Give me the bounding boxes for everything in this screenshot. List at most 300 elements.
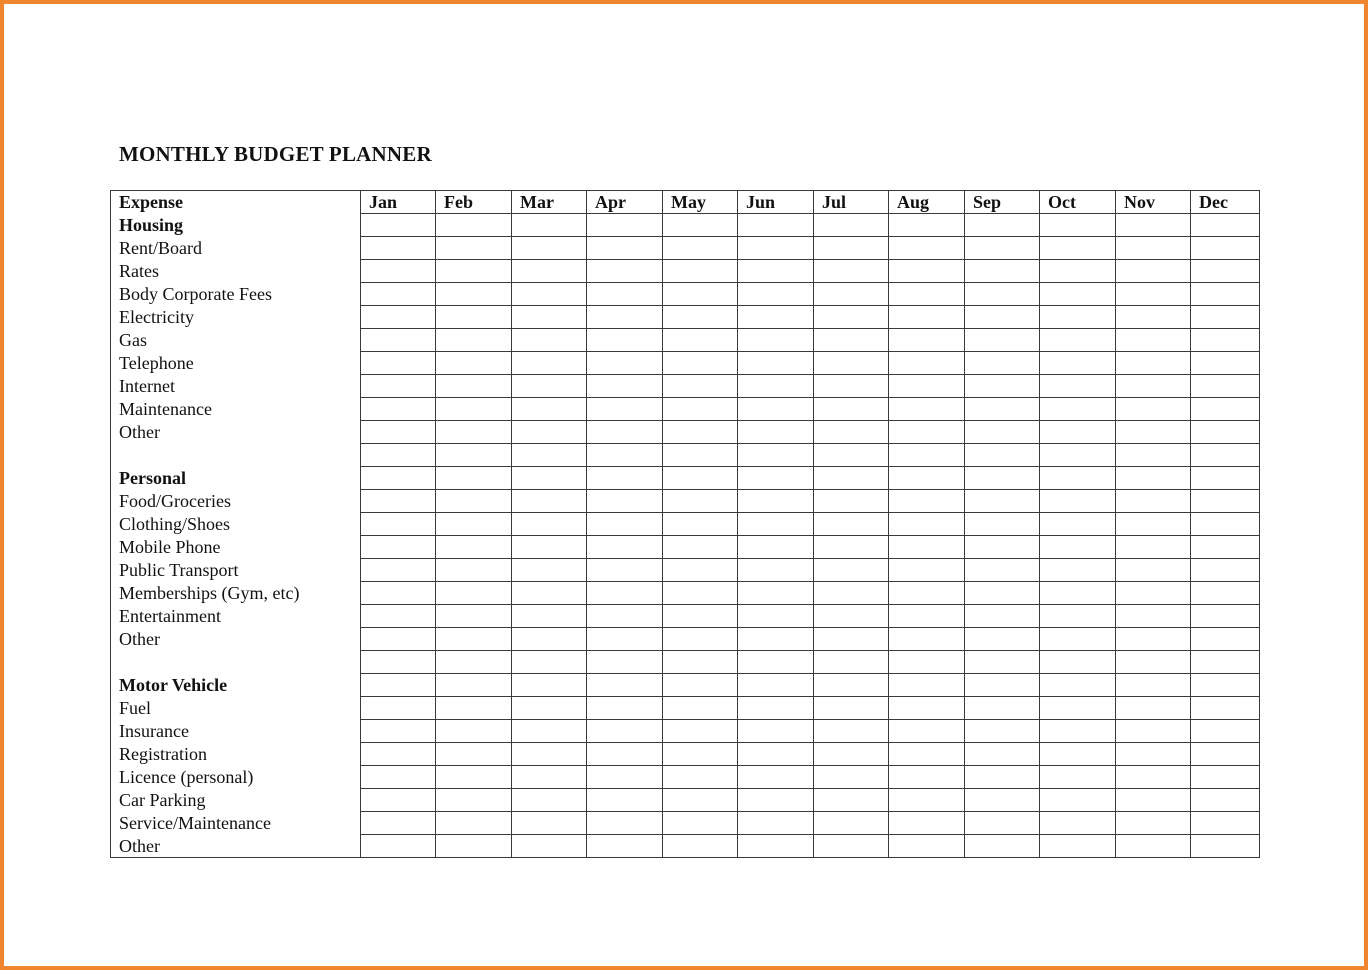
amount-cell[interactable] bbox=[1191, 536, 1260, 559]
amount-cell[interactable] bbox=[436, 789, 512, 812]
amount-cell[interactable] bbox=[965, 421, 1040, 444]
amount-cell[interactable] bbox=[436, 283, 512, 306]
amount-cell[interactable] bbox=[436, 306, 512, 329]
amount-cell[interactable] bbox=[965, 628, 1040, 651]
amount-cell[interactable] bbox=[361, 283, 436, 306]
amount-cell[interactable] bbox=[1040, 444, 1116, 467]
amount-cell[interactable] bbox=[1116, 605, 1191, 628]
amount-cell[interactable] bbox=[1040, 283, 1116, 306]
amount-cell[interactable] bbox=[814, 766, 889, 789]
amount-cell[interactable] bbox=[1040, 651, 1116, 674]
amount-cell[interactable] bbox=[1191, 582, 1260, 605]
amount-cell[interactable] bbox=[436, 628, 512, 651]
amount-cell[interactable] bbox=[889, 651, 965, 674]
amount-cell[interactable] bbox=[1116, 812, 1191, 835]
amount-cell[interactable] bbox=[361, 766, 436, 789]
amount-cell[interactable] bbox=[738, 375, 814, 398]
amount-cell[interactable] bbox=[587, 352, 663, 375]
amount-cell[interactable] bbox=[965, 812, 1040, 835]
amount-cell[interactable] bbox=[814, 720, 889, 743]
amount-cell[interactable] bbox=[1191, 214, 1260, 237]
amount-cell[interactable] bbox=[965, 743, 1040, 766]
amount-cell[interactable] bbox=[361, 260, 436, 283]
amount-cell[interactable] bbox=[965, 398, 1040, 421]
amount-cell[interactable] bbox=[1191, 490, 1260, 513]
amount-cell[interactable] bbox=[889, 467, 965, 490]
amount-cell[interactable] bbox=[1191, 628, 1260, 651]
amount-cell[interactable] bbox=[738, 789, 814, 812]
amount-cell[interactable] bbox=[512, 214, 587, 237]
amount-cell[interactable] bbox=[361, 398, 436, 421]
amount-cell[interactable] bbox=[587, 306, 663, 329]
amount-cell[interactable] bbox=[814, 674, 889, 697]
amount-cell[interactable] bbox=[512, 513, 587, 536]
amount-cell[interactable] bbox=[1040, 697, 1116, 720]
amount-cell[interactable] bbox=[663, 720, 738, 743]
amount-cell[interactable] bbox=[436, 582, 512, 605]
amount-cell[interactable] bbox=[965, 605, 1040, 628]
amount-cell[interactable] bbox=[814, 490, 889, 513]
amount-cell[interactable] bbox=[965, 283, 1040, 306]
amount-cell[interactable] bbox=[1040, 743, 1116, 766]
amount-cell[interactable] bbox=[965, 444, 1040, 467]
amount-cell[interactable] bbox=[965, 536, 1040, 559]
amount-cell[interactable] bbox=[738, 513, 814, 536]
amount-cell[interactable] bbox=[587, 628, 663, 651]
amount-cell[interactable] bbox=[436, 444, 512, 467]
amount-cell[interactable] bbox=[361, 605, 436, 628]
amount-cell[interactable] bbox=[965, 720, 1040, 743]
amount-cell[interactable] bbox=[814, 605, 889, 628]
amount-cell[interactable] bbox=[889, 490, 965, 513]
amount-cell[interactable] bbox=[587, 536, 663, 559]
amount-cell[interactable] bbox=[1116, 260, 1191, 283]
amount-cell[interactable] bbox=[738, 651, 814, 674]
amount-cell[interactable] bbox=[512, 283, 587, 306]
amount-cell[interactable] bbox=[512, 329, 587, 352]
amount-cell[interactable] bbox=[889, 789, 965, 812]
amount-cell[interactable] bbox=[1191, 421, 1260, 444]
amount-cell[interactable] bbox=[1116, 789, 1191, 812]
amount-cell[interactable] bbox=[361, 559, 436, 582]
amount-cell[interactable] bbox=[1040, 467, 1116, 490]
amount-cell[interactable] bbox=[587, 421, 663, 444]
amount-cell[interactable] bbox=[587, 237, 663, 260]
amount-cell[interactable] bbox=[512, 766, 587, 789]
amount-cell[interactable] bbox=[889, 697, 965, 720]
amount-cell[interactable] bbox=[663, 674, 738, 697]
amount-cell[interactable] bbox=[889, 582, 965, 605]
amount-cell[interactable] bbox=[1116, 283, 1191, 306]
amount-cell[interactable] bbox=[512, 812, 587, 835]
amount-cell[interactable] bbox=[663, 283, 738, 306]
amount-cell[interactable] bbox=[738, 697, 814, 720]
amount-cell[interactable] bbox=[663, 352, 738, 375]
amount-cell[interactable] bbox=[663, 398, 738, 421]
amount-cell[interactable] bbox=[436, 720, 512, 743]
amount-cell[interactable] bbox=[361, 329, 436, 352]
amount-cell[interactable] bbox=[814, 398, 889, 421]
amount-cell[interactable] bbox=[738, 283, 814, 306]
amount-cell[interactable] bbox=[965, 260, 1040, 283]
amount-cell[interactable] bbox=[889, 306, 965, 329]
amount-cell[interactable] bbox=[1116, 766, 1191, 789]
amount-cell[interactable] bbox=[889, 214, 965, 237]
amount-cell[interactable] bbox=[436, 260, 512, 283]
amount-cell[interactable] bbox=[1191, 720, 1260, 743]
amount-cell[interactable] bbox=[512, 789, 587, 812]
amount-cell[interactable] bbox=[587, 697, 663, 720]
amount-cell[interactable] bbox=[1116, 835, 1191, 858]
amount-cell[interactable] bbox=[1116, 720, 1191, 743]
amount-cell[interactable] bbox=[1116, 513, 1191, 536]
amount-cell[interactable] bbox=[436, 743, 512, 766]
amount-cell[interactable] bbox=[1116, 398, 1191, 421]
amount-cell[interactable] bbox=[663, 605, 738, 628]
amount-cell[interactable] bbox=[889, 720, 965, 743]
amount-cell[interactable] bbox=[587, 743, 663, 766]
amount-cell[interactable] bbox=[512, 674, 587, 697]
amount-cell[interactable] bbox=[1116, 306, 1191, 329]
amount-cell[interactable] bbox=[1040, 789, 1116, 812]
amount-cell[interactable] bbox=[1116, 237, 1191, 260]
amount-cell[interactable] bbox=[1116, 421, 1191, 444]
amount-cell[interactable] bbox=[361, 467, 436, 490]
amount-cell[interactable] bbox=[814, 812, 889, 835]
amount-cell[interactable] bbox=[1040, 398, 1116, 421]
amount-cell[interactable] bbox=[1116, 214, 1191, 237]
amount-cell[interactable] bbox=[1191, 375, 1260, 398]
amount-cell[interactable] bbox=[663, 306, 738, 329]
amount-cell[interactable] bbox=[512, 605, 587, 628]
amount-cell[interactable] bbox=[1040, 375, 1116, 398]
amount-cell[interactable] bbox=[1191, 467, 1260, 490]
amount-cell[interactable] bbox=[512, 720, 587, 743]
amount-cell[interactable] bbox=[587, 789, 663, 812]
amount-cell[interactable] bbox=[512, 536, 587, 559]
amount-cell[interactable] bbox=[587, 720, 663, 743]
amount-cell[interactable] bbox=[814, 260, 889, 283]
amount-cell[interactable] bbox=[1040, 720, 1116, 743]
amount-cell[interactable] bbox=[587, 835, 663, 858]
amount-cell[interactable] bbox=[889, 628, 965, 651]
amount-cell[interactable] bbox=[738, 743, 814, 766]
amount-cell[interactable] bbox=[1040, 329, 1116, 352]
amount-cell[interactable] bbox=[889, 605, 965, 628]
amount-cell[interactable] bbox=[814, 536, 889, 559]
amount-cell[interactable] bbox=[361, 214, 436, 237]
amount-cell[interactable] bbox=[663, 559, 738, 582]
amount-cell[interactable] bbox=[663, 812, 738, 835]
amount-cell[interactable] bbox=[738, 628, 814, 651]
amount-cell[interactable] bbox=[512, 697, 587, 720]
amount-cell[interactable] bbox=[512, 559, 587, 582]
amount-cell[interactable] bbox=[436, 352, 512, 375]
amount-cell[interactable] bbox=[587, 375, 663, 398]
amount-cell[interactable] bbox=[1040, 352, 1116, 375]
amount-cell[interactable] bbox=[1116, 697, 1191, 720]
amount-cell[interactable] bbox=[965, 674, 1040, 697]
amount-cell[interactable] bbox=[361, 444, 436, 467]
amount-cell[interactable] bbox=[738, 720, 814, 743]
amount-cell[interactable] bbox=[889, 375, 965, 398]
amount-cell[interactable] bbox=[814, 697, 889, 720]
amount-cell[interactable] bbox=[814, 421, 889, 444]
amount-cell[interactable] bbox=[738, 398, 814, 421]
amount-cell[interactable] bbox=[512, 467, 587, 490]
amount-cell[interactable] bbox=[1191, 651, 1260, 674]
amount-cell[interactable] bbox=[889, 513, 965, 536]
amount-cell[interactable] bbox=[965, 375, 1040, 398]
amount-cell[interactable] bbox=[1191, 674, 1260, 697]
amount-cell[interactable] bbox=[1040, 812, 1116, 835]
amount-cell[interactable] bbox=[1116, 352, 1191, 375]
amount-cell[interactable] bbox=[663, 789, 738, 812]
amount-cell[interactable] bbox=[1191, 329, 1260, 352]
amount-cell[interactable] bbox=[663, 329, 738, 352]
amount-cell[interactable] bbox=[663, 766, 738, 789]
amount-cell[interactable] bbox=[965, 651, 1040, 674]
amount-cell[interactable] bbox=[361, 789, 436, 812]
amount-cell[interactable] bbox=[889, 559, 965, 582]
amount-cell[interactable] bbox=[1040, 421, 1116, 444]
amount-cell[interactable] bbox=[361, 490, 436, 513]
amount-cell[interactable] bbox=[587, 329, 663, 352]
amount-cell[interactable] bbox=[512, 582, 587, 605]
amount-cell[interactable] bbox=[1040, 237, 1116, 260]
amount-cell[interactable] bbox=[512, 490, 587, 513]
amount-cell[interactable] bbox=[889, 444, 965, 467]
amount-cell[interactable] bbox=[663, 513, 738, 536]
amount-cell[interactable] bbox=[587, 398, 663, 421]
amount-cell[interactable] bbox=[814, 237, 889, 260]
amount-cell[interactable] bbox=[361, 812, 436, 835]
amount-cell[interactable] bbox=[663, 444, 738, 467]
amount-cell[interactable] bbox=[436, 329, 512, 352]
amount-cell[interactable] bbox=[965, 513, 1040, 536]
amount-cell[interactable] bbox=[814, 559, 889, 582]
amount-cell[interactable] bbox=[738, 352, 814, 375]
amount-cell[interactable] bbox=[738, 214, 814, 237]
amount-cell[interactable] bbox=[814, 214, 889, 237]
amount-cell[interactable] bbox=[738, 237, 814, 260]
amount-cell[interactable] bbox=[965, 490, 1040, 513]
amount-cell[interactable] bbox=[738, 559, 814, 582]
amount-cell[interactable] bbox=[436, 467, 512, 490]
amount-cell[interactable] bbox=[965, 214, 1040, 237]
amount-cell[interactable] bbox=[889, 743, 965, 766]
amount-cell[interactable] bbox=[1040, 260, 1116, 283]
amount-cell[interactable] bbox=[889, 812, 965, 835]
amount-cell[interactable] bbox=[889, 329, 965, 352]
amount-cell[interactable] bbox=[738, 260, 814, 283]
amount-cell[interactable] bbox=[1040, 605, 1116, 628]
amount-cell[interactable] bbox=[361, 674, 436, 697]
amount-cell[interactable] bbox=[965, 582, 1040, 605]
amount-cell[interactable] bbox=[512, 260, 587, 283]
amount-cell[interactable] bbox=[663, 490, 738, 513]
amount-cell[interactable] bbox=[965, 306, 1040, 329]
amount-cell[interactable] bbox=[663, 582, 738, 605]
amount-cell[interactable] bbox=[889, 421, 965, 444]
amount-cell[interactable] bbox=[1191, 306, 1260, 329]
amount-cell[interactable] bbox=[512, 421, 587, 444]
amount-cell[interactable] bbox=[663, 421, 738, 444]
amount-cell[interactable] bbox=[965, 697, 1040, 720]
amount-cell[interactable] bbox=[738, 835, 814, 858]
amount-cell[interactable] bbox=[1191, 260, 1260, 283]
amount-cell[interactable] bbox=[587, 812, 663, 835]
amount-cell[interactable] bbox=[1040, 490, 1116, 513]
amount-cell[interactable] bbox=[587, 605, 663, 628]
amount-cell[interactable] bbox=[1040, 214, 1116, 237]
amount-cell[interactable] bbox=[587, 214, 663, 237]
amount-cell[interactable] bbox=[663, 375, 738, 398]
amount-cell[interactable] bbox=[587, 283, 663, 306]
amount-cell[interactable] bbox=[1040, 835, 1116, 858]
amount-cell[interactable] bbox=[512, 398, 587, 421]
amount-cell[interactable] bbox=[965, 467, 1040, 490]
amount-cell[interactable] bbox=[814, 352, 889, 375]
amount-cell[interactable] bbox=[1116, 490, 1191, 513]
amount-cell[interactable] bbox=[663, 467, 738, 490]
amount-cell[interactable] bbox=[361, 697, 436, 720]
amount-cell[interactable] bbox=[361, 237, 436, 260]
amount-cell[interactable] bbox=[663, 651, 738, 674]
amount-cell[interactable] bbox=[1116, 559, 1191, 582]
amount-cell[interactable] bbox=[587, 490, 663, 513]
amount-cell[interactable] bbox=[436, 766, 512, 789]
amount-cell[interactable] bbox=[889, 237, 965, 260]
amount-cell[interactable] bbox=[436, 651, 512, 674]
amount-cell[interactable] bbox=[965, 329, 1040, 352]
amount-cell[interactable] bbox=[1040, 559, 1116, 582]
amount-cell[interactable] bbox=[738, 582, 814, 605]
amount-cell[interactable] bbox=[1116, 467, 1191, 490]
amount-cell[interactable] bbox=[1116, 375, 1191, 398]
amount-cell[interactable] bbox=[1116, 628, 1191, 651]
amount-cell[interactable] bbox=[361, 651, 436, 674]
amount-cell[interactable] bbox=[663, 260, 738, 283]
amount-cell[interactable] bbox=[1191, 789, 1260, 812]
amount-cell[interactable] bbox=[1191, 352, 1260, 375]
amount-cell[interactable] bbox=[663, 835, 738, 858]
amount-cell[interactable] bbox=[361, 835, 436, 858]
amount-cell[interactable] bbox=[965, 559, 1040, 582]
amount-cell[interactable] bbox=[814, 444, 889, 467]
amount-cell[interactable] bbox=[1191, 697, 1260, 720]
amount-cell[interactable] bbox=[663, 743, 738, 766]
amount-cell[interactable] bbox=[738, 766, 814, 789]
amount-cell[interactable] bbox=[889, 352, 965, 375]
amount-cell[interactable] bbox=[965, 789, 1040, 812]
amount-cell[interactable] bbox=[1191, 766, 1260, 789]
amount-cell[interactable] bbox=[361, 375, 436, 398]
amount-cell[interactable] bbox=[1191, 283, 1260, 306]
amount-cell[interactable] bbox=[587, 674, 663, 697]
amount-cell[interactable] bbox=[512, 375, 587, 398]
amount-cell[interactable] bbox=[587, 260, 663, 283]
amount-cell[interactable] bbox=[436, 536, 512, 559]
amount-cell[interactable] bbox=[436, 605, 512, 628]
amount-cell[interactable] bbox=[587, 582, 663, 605]
amount-cell[interactable] bbox=[889, 835, 965, 858]
amount-cell[interactable] bbox=[889, 260, 965, 283]
amount-cell[interactable] bbox=[814, 789, 889, 812]
amount-cell[interactable] bbox=[1116, 582, 1191, 605]
amount-cell[interactable] bbox=[1191, 743, 1260, 766]
amount-cell[interactable] bbox=[1116, 329, 1191, 352]
amount-cell[interactable] bbox=[889, 398, 965, 421]
amount-cell[interactable] bbox=[814, 582, 889, 605]
amount-cell[interactable] bbox=[512, 835, 587, 858]
amount-cell[interactable] bbox=[1116, 743, 1191, 766]
amount-cell[interactable] bbox=[814, 651, 889, 674]
amount-cell[interactable] bbox=[814, 283, 889, 306]
amount-cell[interactable] bbox=[436, 697, 512, 720]
amount-cell[interactable] bbox=[436, 237, 512, 260]
amount-cell[interactable] bbox=[512, 306, 587, 329]
amount-cell[interactable] bbox=[1191, 237, 1260, 260]
amount-cell[interactable] bbox=[361, 582, 436, 605]
amount-cell[interactable] bbox=[512, 444, 587, 467]
amount-cell[interactable] bbox=[361, 306, 436, 329]
amount-cell[interactable] bbox=[512, 743, 587, 766]
amount-cell[interactable] bbox=[814, 628, 889, 651]
amount-cell[interactable] bbox=[889, 766, 965, 789]
amount-cell[interactable] bbox=[738, 467, 814, 490]
amount-cell[interactable] bbox=[436, 375, 512, 398]
amount-cell[interactable] bbox=[1191, 559, 1260, 582]
amount-cell[interactable] bbox=[1040, 306, 1116, 329]
amount-cell[interactable] bbox=[587, 651, 663, 674]
amount-cell[interactable] bbox=[1040, 513, 1116, 536]
amount-cell[interactable] bbox=[738, 306, 814, 329]
amount-cell[interactable] bbox=[1040, 582, 1116, 605]
amount-cell[interactable] bbox=[436, 812, 512, 835]
amount-cell[interactable] bbox=[587, 467, 663, 490]
amount-cell[interactable] bbox=[512, 651, 587, 674]
amount-cell[interactable] bbox=[738, 444, 814, 467]
amount-cell[interactable] bbox=[814, 375, 889, 398]
amount-cell[interactable] bbox=[663, 697, 738, 720]
amount-cell[interactable] bbox=[889, 674, 965, 697]
amount-cell[interactable] bbox=[361, 352, 436, 375]
amount-cell[interactable] bbox=[738, 674, 814, 697]
amount-cell[interactable] bbox=[1116, 444, 1191, 467]
amount-cell[interactable] bbox=[1191, 812, 1260, 835]
amount-cell[interactable] bbox=[436, 421, 512, 444]
amount-cell[interactable] bbox=[1116, 651, 1191, 674]
amount-cell[interactable] bbox=[738, 329, 814, 352]
amount-cell[interactable] bbox=[587, 513, 663, 536]
amount-cell[interactable] bbox=[512, 237, 587, 260]
amount-cell[interactable] bbox=[1191, 835, 1260, 858]
amount-cell[interactable] bbox=[814, 306, 889, 329]
amount-cell[interactable] bbox=[663, 628, 738, 651]
amount-cell[interactable] bbox=[738, 812, 814, 835]
amount-cell[interactable] bbox=[814, 513, 889, 536]
amount-cell[interactable] bbox=[889, 283, 965, 306]
amount-cell[interactable] bbox=[436, 490, 512, 513]
amount-cell[interactable] bbox=[587, 766, 663, 789]
amount-cell[interactable] bbox=[965, 352, 1040, 375]
amount-cell[interactable] bbox=[361, 720, 436, 743]
amount-cell[interactable] bbox=[361, 421, 436, 444]
amount-cell[interactable] bbox=[361, 536, 436, 559]
amount-cell[interactable] bbox=[512, 352, 587, 375]
amount-cell[interactable] bbox=[965, 766, 1040, 789]
